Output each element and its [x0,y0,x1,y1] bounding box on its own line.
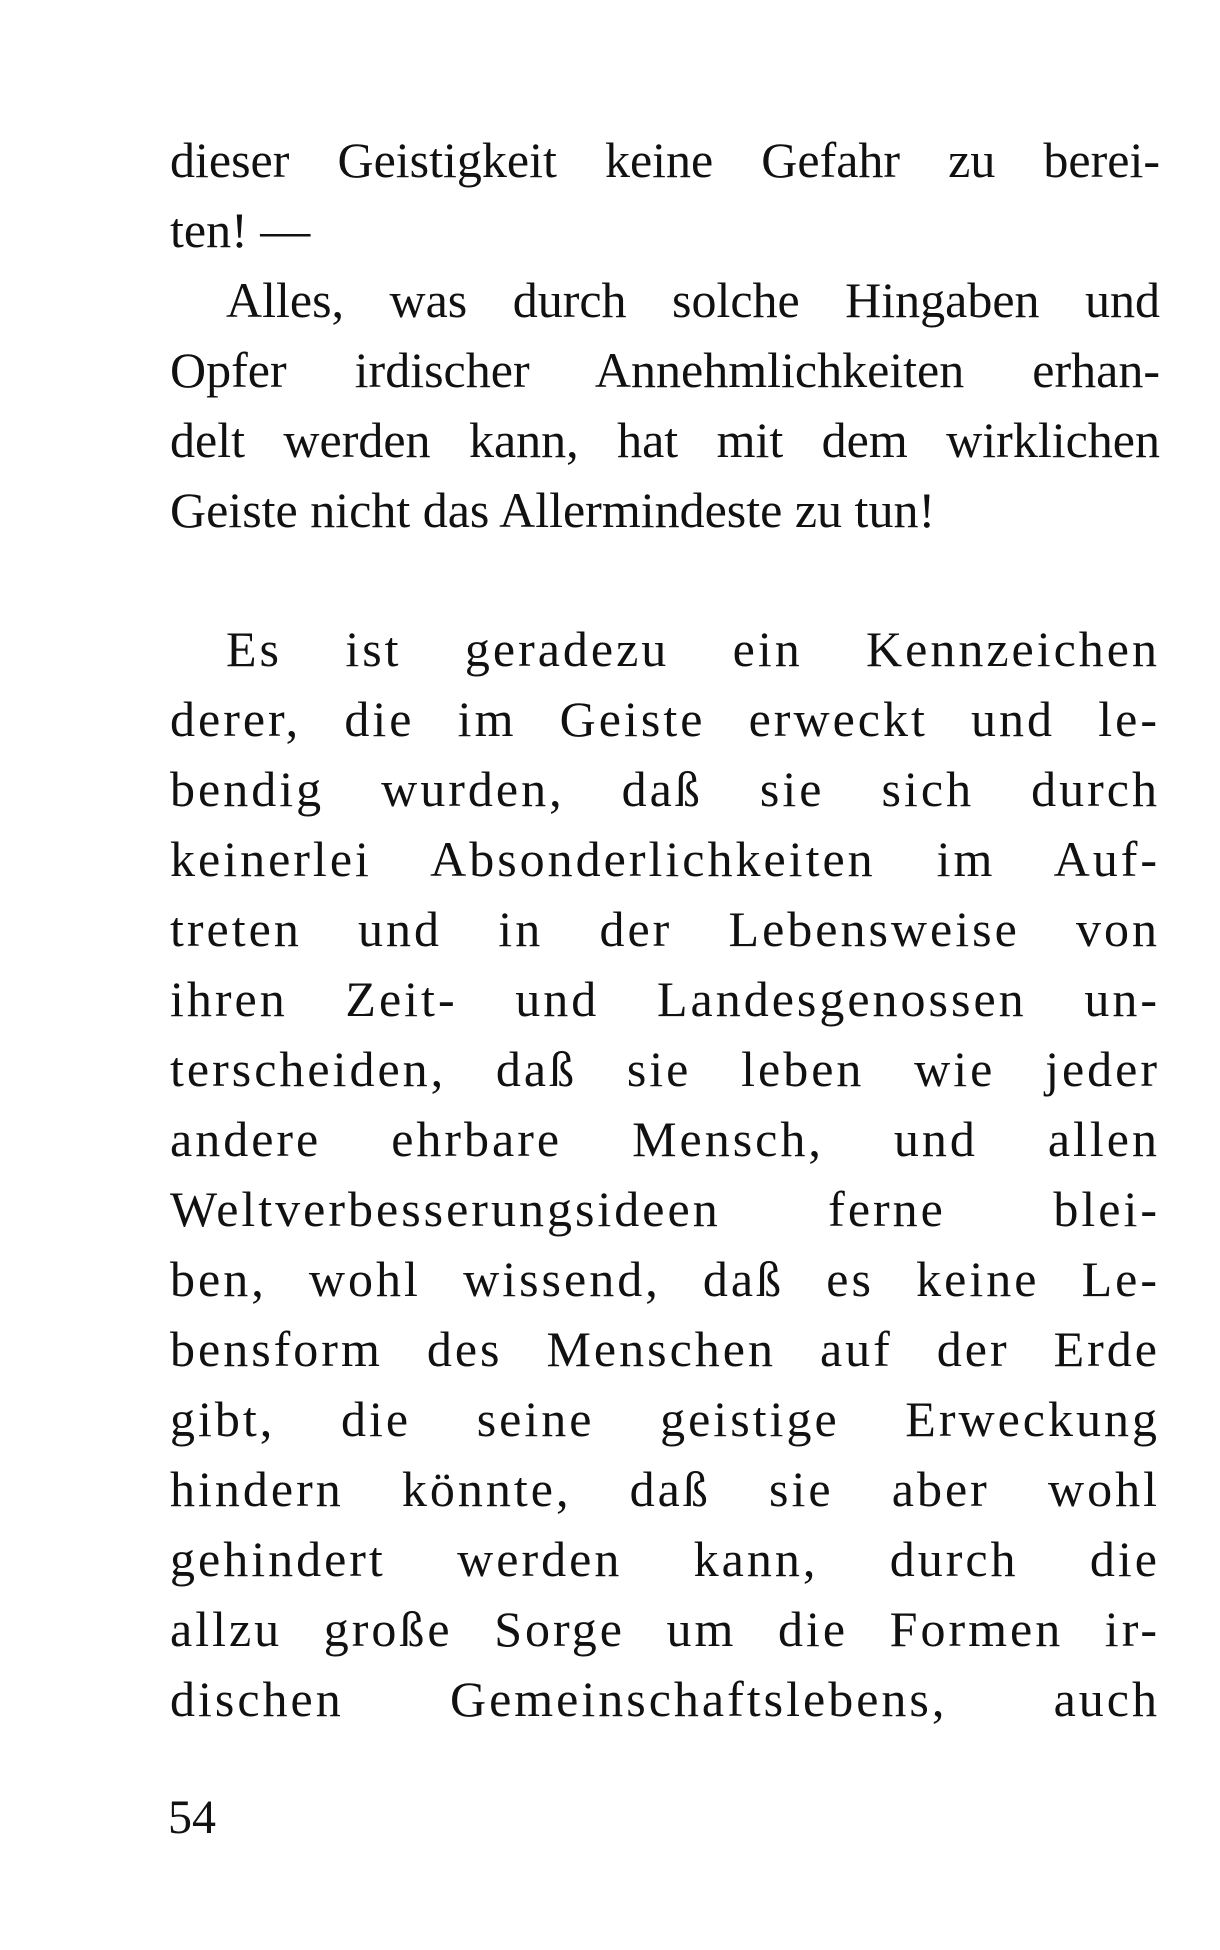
text-line: dieser Geistigkeit keine Gefahr zu berei- [170,132,1160,188]
text-line: gibt, die seine geistige Erweckung [170,1391,1160,1447]
text-line: bensform des Menschen auf der Erde [170,1321,1160,1377]
text-line: keinerlei Absonderlichkeiten im Auf- [170,831,1160,887]
text-line: Alles, was durch solche Hingaben und [226,272,1160,328]
text-line: delt werden kann, hat mit dem wirklichen [170,412,1160,468]
text-line: andere ehrbare Mensch, und allen [170,1111,1160,1167]
text-line: Weltverbesserungsideen ferne blei- [170,1181,1160,1237]
paragraph-opfer [170,265,1160,545]
page-number: 54 [168,1791,216,1844]
paragraph-continuation [170,125,1160,265]
text-line: Opfer irdischer Annehmlichkeiten erhan- [170,342,1160,398]
text-line: terscheiden, daß sie leben wie jeder [170,1041,1160,1097]
text-line: allzu große Sorge um die Formen ir- [170,1601,1160,1657]
text-line: derer, die im Geiste erweckt und le- [170,691,1160,747]
text-line: ben, wohl wissend, daß es keine Le- [170,1251,1160,1307]
paragraph-kennzeichen [170,614,1160,1734]
text-line: bendig wurden, daß sie sich durch [170,761,1160,817]
text-line: treten und in der Lebensweise von [170,901,1160,957]
text-line: gehindert werden kann, durch die [170,1531,1160,1587]
text-line: Geiste nicht das Allermindeste zu tun! [170,482,936,538]
text-line: hindern könnte, daß sie aber wohl [170,1461,1160,1517]
text-line: Es ist geradezu ein Kennzeichen [226,621,1160,677]
text-line: ihren Zeit- und Landesgenossen un- [170,971,1160,1027]
text-line: ten! — [170,202,311,258]
text-line: dischen Gemeinschaftslebens, auch [170,1671,1160,1727]
